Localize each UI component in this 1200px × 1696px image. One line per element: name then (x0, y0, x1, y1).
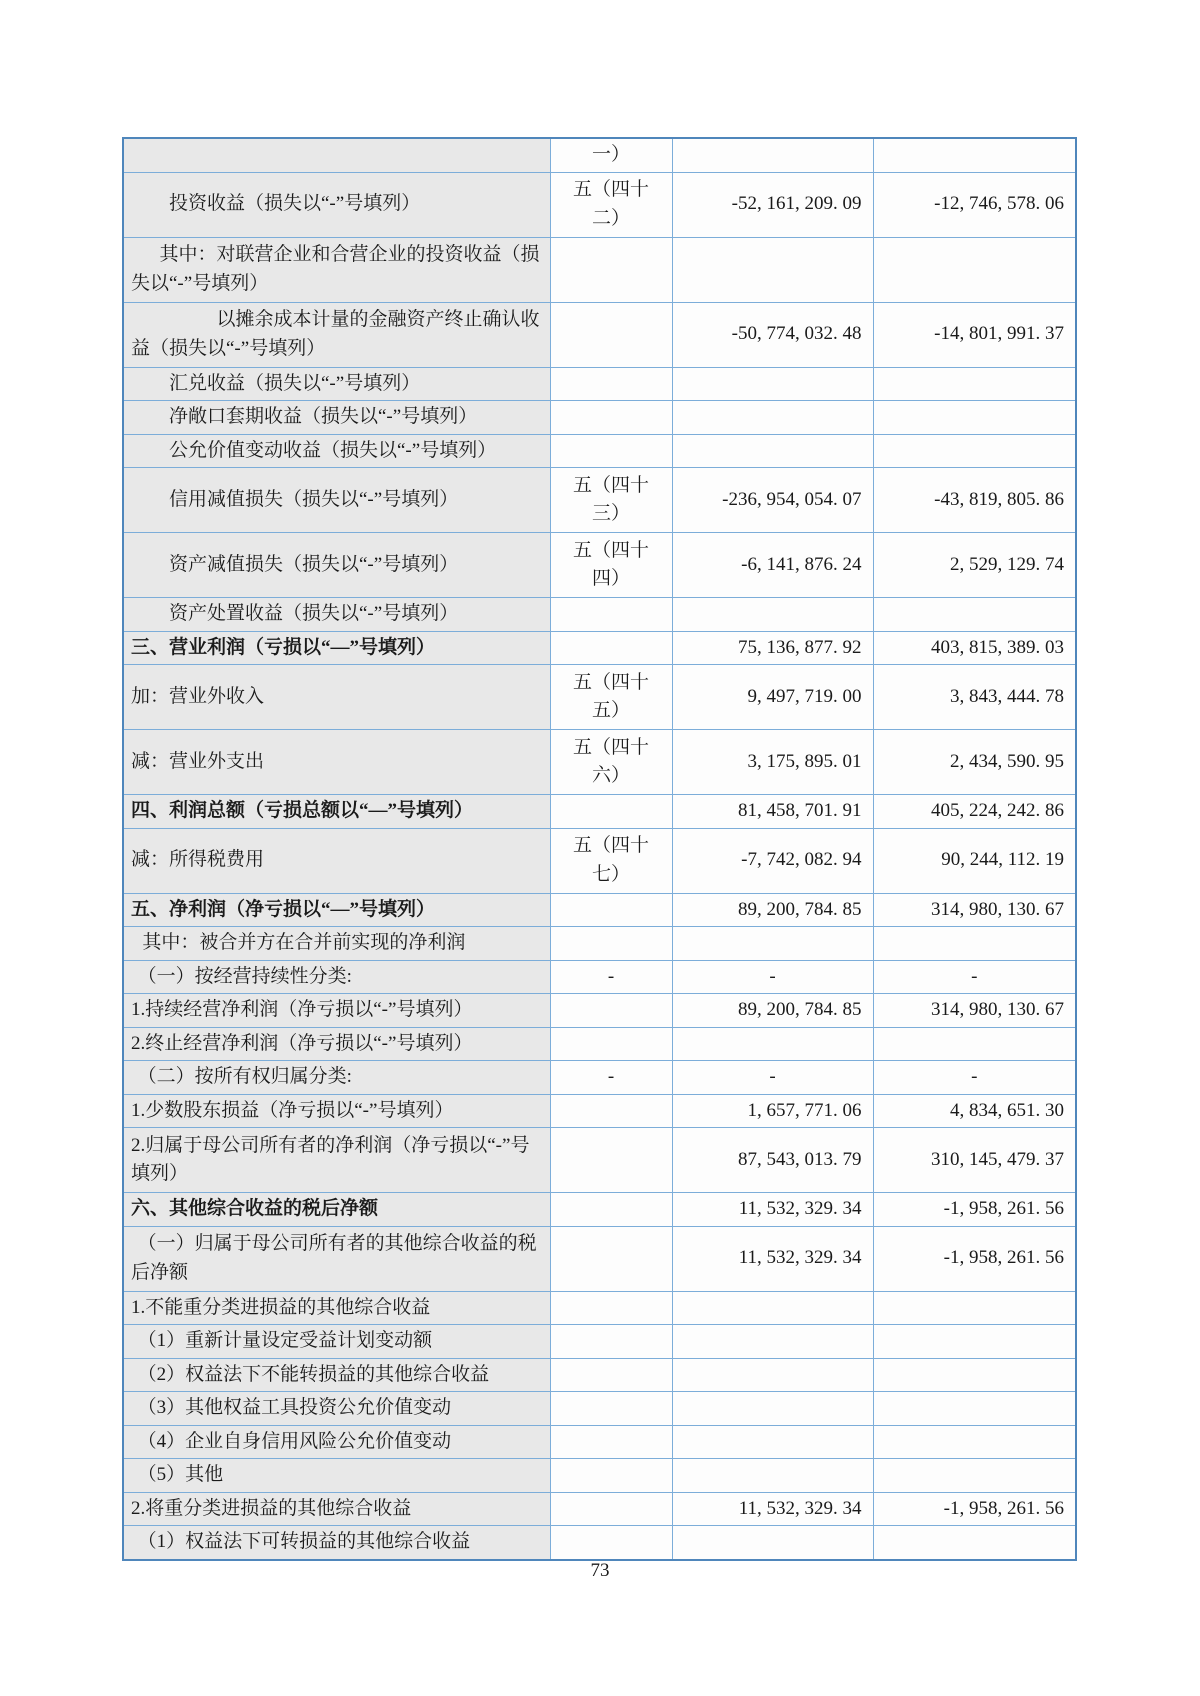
amount-prior-cell (873, 434, 1076, 468)
table-row (123, 434, 1076, 468)
table-row (123, 172, 1076, 237)
amount-prior-cell: -1, 958, 261. 56 (873, 1193, 1076, 1227)
item-cell: 2.归属于母公司所有者的净利润（净亏损以“-”号填列） (123, 1128, 550, 1193)
note-cell (550, 1193, 672, 1227)
amount-prior-cell (873, 1325, 1076, 1359)
amount-current-cell: -52, 161, 209. 09 (672, 172, 873, 237)
amount-prior-cell (873, 1459, 1076, 1493)
amount-prior-cell: 3, 843, 444. 78 (873, 665, 1076, 730)
note-cell: 五（四十七） (550, 828, 672, 893)
table-row (123, 994, 1076, 1028)
amount-current-cell: -236, 954, 054. 07 (672, 468, 873, 533)
amount-current-cell (672, 1358, 873, 1392)
note-cell (550, 302, 672, 367)
table-row (123, 1027, 1076, 1061)
item-cell: （1）重新计量设定受益计划变动额 (123, 1325, 550, 1359)
note-cell (550, 1325, 672, 1359)
amount-prior-cell: -43, 819, 805. 86 (873, 468, 1076, 533)
amount-prior-cell: 2, 529, 129. 74 (873, 533, 1076, 598)
amount-current-cell (672, 401, 873, 435)
note-cell (550, 1392, 672, 1426)
item-cell: 五、净利润（净亏损以“—”号填列） (123, 893, 550, 927)
amount-current-cell: 9, 497, 719. 00 (672, 665, 873, 730)
note-cell (550, 893, 672, 927)
table-row (123, 367, 1076, 401)
note-cell (550, 1459, 672, 1493)
amount-current-cell: 11, 532, 329. 34 (672, 1492, 873, 1526)
amount-current-cell: - (672, 960, 873, 994)
item-cell: 投资收益（损失以“-”号填列） (123, 172, 550, 237)
amount-prior-cell (873, 1392, 1076, 1426)
amount-current-cell: -7, 742, 082. 94 (672, 828, 873, 893)
amount-prior-cell: 4, 834, 651. 30 (873, 1094, 1076, 1128)
amount-prior-cell (873, 367, 1076, 401)
amount-current-cell: 89, 200, 784. 85 (672, 893, 873, 927)
amount-current-cell (672, 367, 873, 401)
note-cell (550, 1492, 672, 1526)
table-row (123, 401, 1076, 435)
note-cell (550, 927, 672, 961)
note-cell (550, 367, 672, 401)
table-row (123, 1061, 1076, 1095)
note-cell (550, 237, 672, 302)
table-row (123, 237, 1076, 302)
item-cell: 1.不能重分类进损益的其他综合收益 (123, 1291, 550, 1325)
item-cell: 四、利润总额（亏损总额以“—”号填列） (123, 795, 550, 829)
note-cell (550, 434, 672, 468)
note-cell: 五（四十三） (550, 468, 672, 533)
amount-prior-cell (873, 1291, 1076, 1325)
table-row (123, 631, 1076, 665)
amount-prior-cell (873, 1526, 1076, 1560)
item-cell: 2.终止经营净利润（净亏损以“-”号填列） (123, 1027, 550, 1061)
note-cell (550, 1128, 672, 1193)
amount-current-cell (672, 1027, 873, 1061)
table-row (123, 1392, 1076, 1426)
item-cell: 2.将重分类进损益的其他综合收益 (123, 1492, 550, 1526)
amount-current-cell: 1, 657, 771. 06 (672, 1094, 873, 1128)
table-row (123, 1325, 1076, 1359)
amount-current-cell: 11, 532, 329. 34 (672, 1193, 873, 1227)
item-cell: 其中：对联营企业和合营企业的投资收益（损失以“-”号填列） (123, 237, 550, 302)
amount-prior-cell: -14, 801, 991. 37 (873, 302, 1076, 367)
amount-prior-cell: -1, 958, 261. 56 (873, 1492, 1076, 1526)
amount-current-cell: -50, 774, 032. 48 (672, 302, 873, 367)
note-cell (550, 1425, 672, 1459)
item-cell: （3）其他权益工具投资公允价值变动 (123, 1392, 550, 1426)
table-row (123, 1291, 1076, 1325)
amount-prior-cell (873, 138, 1076, 172)
item-cell: 加：营业外收入 (123, 665, 550, 730)
item-cell: （2）权益法下不能转损益的其他综合收益 (123, 1358, 550, 1392)
item-cell: 资产处置收益（损失以“-”号填列） (123, 598, 550, 632)
amount-prior-cell: 90, 244, 112. 19 (873, 828, 1076, 893)
amount-current-cell: 3, 175, 895. 01 (672, 730, 873, 795)
item-cell: 资产减值损失（损失以“-”号填列） (123, 533, 550, 598)
note-cell (550, 795, 672, 829)
note-cell (550, 401, 672, 435)
amount-prior-cell (873, 927, 1076, 961)
table-row (123, 960, 1076, 994)
amount-prior-cell: 2, 434, 590. 95 (873, 730, 1076, 795)
amount-current-cell (672, 1425, 873, 1459)
note-cell (550, 631, 672, 665)
amount-current-cell (672, 434, 873, 468)
note-cell: 一） (550, 138, 672, 172)
note-cell: 五（四十六） (550, 730, 672, 795)
item-cell: 三、营业利润（亏损以“—”号填列） (123, 631, 550, 665)
item-cell: 减：营业外支出 (123, 730, 550, 795)
amount-prior-cell (873, 237, 1076, 302)
amount-current-cell (672, 927, 873, 961)
note-cell (550, 994, 672, 1028)
amount-prior-cell: -12, 746, 578. 06 (873, 172, 1076, 237)
amount-current-cell (672, 1325, 873, 1359)
item-cell: （一）按经营持续性分类: (123, 960, 550, 994)
amount-current-cell (672, 1526, 873, 1560)
amount-prior-cell: - (873, 960, 1076, 994)
table-row (123, 1425, 1076, 1459)
item-cell: 净敞口套期收益（损失以“-”号填列） (123, 401, 550, 435)
item-cell: （4）企业自身信用风险公允价值变动 (123, 1425, 550, 1459)
note-cell: - (550, 1061, 672, 1095)
amount-prior-cell: -1, 958, 261. 56 (873, 1226, 1076, 1291)
table-row (123, 302, 1076, 367)
table-row (123, 1358, 1076, 1392)
income-statement-table (122, 137, 1077, 1561)
amount-prior-cell: - (873, 1061, 1076, 1095)
note-cell (550, 1358, 672, 1392)
item-cell: 汇兑收益（损失以“-”号填列） (123, 367, 550, 401)
note-cell: - (550, 960, 672, 994)
table-row (123, 1193, 1076, 1227)
table-row (123, 1459, 1076, 1493)
amount-current-cell: 89, 200, 784. 85 (672, 994, 873, 1028)
note-cell: 五（四十五） (550, 665, 672, 730)
item-cell (123, 138, 550, 172)
table-row (123, 1526, 1076, 1560)
amount-prior-cell: 403, 815, 389. 03 (873, 631, 1076, 665)
amount-current-cell (672, 138, 873, 172)
item-cell: 信用减值损失（损失以“-”号填列） (123, 468, 550, 533)
amount-current-cell: 11, 532, 329. 34 (672, 1226, 873, 1291)
note-cell (550, 1226, 672, 1291)
note-cell (550, 598, 672, 632)
amount-prior-cell: 314, 980, 130. 67 (873, 994, 1076, 1028)
table-row (123, 138, 1076, 172)
amount-prior-cell (873, 1027, 1076, 1061)
note-cell: 五（四十四） (550, 533, 672, 598)
table-row (123, 927, 1076, 961)
table-row (123, 893, 1076, 927)
table-row (123, 795, 1076, 829)
amount-current-cell (672, 1459, 873, 1493)
amount-prior-cell: 310, 145, 479. 37 (873, 1128, 1076, 1193)
note-cell (550, 1094, 672, 1128)
table-row (123, 598, 1076, 632)
item-cell: 1.持续经营净利润（净亏损以“-”号填列） (123, 994, 550, 1028)
item-cell: 减：所得税费用 (123, 828, 550, 893)
table-row (123, 730, 1076, 795)
amount-current-cell: 81, 458, 701. 91 (672, 795, 873, 829)
amount-current-cell (672, 237, 873, 302)
amount-prior-cell (873, 598, 1076, 632)
item-cell: 六、其他综合收益的税后净额 (123, 1193, 550, 1227)
amount-prior-cell: 314, 980, 130. 67 (873, 893, 1076, 927)
item-cell: （5）其他 (123, 1459, 550, 1493)
table-row (123, 828, 1076, 893)
amount-prior-cell (873, 1425, 1076, 1459)
table-row (123, 1226, 1076, 1291)
table-row (123, 1094, 1076, 1128)
item-cell: （1）权益法下可转损益的其他综合收益 (123, 1526, 550, 1560)
amount-prior-cell (873, 401, 1076, 435)
amount-current-cell: -6, 141, 876. 24 (672, 533, 873, 598)
table-row (123, 1492, 1076, 1526)
amount-current-cell (672, 1392, 873, 1426)
item-cell: 1.少数股东损益（净亏损以“-”号填列） (123, 1094, 550, 1128)
table-row (123, 533, 1076, 598)
table-row (123, 1128, 1076, 1193)
item-cell: （二）按所有权归属分类: (123, 1061, 550, 1095)
amount-current-cell (672, 598, 873, 632)
amount-prior-cell: 405, 224, 242. 86 (873, 795, 1076, 829)
item-cell: 以摊余成本计量的金融资产终止确认收益（损失以“-”号填列） (123, 302, 550, 367)
item-cell: （一）归属于母公司所有者的其他综合收益的税后净额 (123, 1226, 550, 1291)
note-cell (550, 1526, 672, 1560)
note-cell (550, 1027, 672, 1061)
note-cell (550, 1291, 672, 1325)
amount-current-cell: 87, 543, 013. 79 (672, 1128, 873, 1193)
amount-current-cell (672, 1291, 873, 1325)
note-cell: 五（四十二） (550, 172, 672, 237)
item-cell: 其中：被合并方在合并前实现的净利润 (123, 927, 550, 961)
table-row (123, 665, 1076, 730)
page-number: 73 (590, 1560, 610, 1581)
amount-current-cell: - (672, 1061, 873, 1095)
amount-prior-cell (873, 1358, 1076, 1392)
item-cell: 公允价值变动收益（损失以“-”号填列） (123, 434, 550, 468)
table-row (123, 468, 1076, 533)
amount-current-cell: 75, 136, 877. 92 (672, 631, 873, 665)
